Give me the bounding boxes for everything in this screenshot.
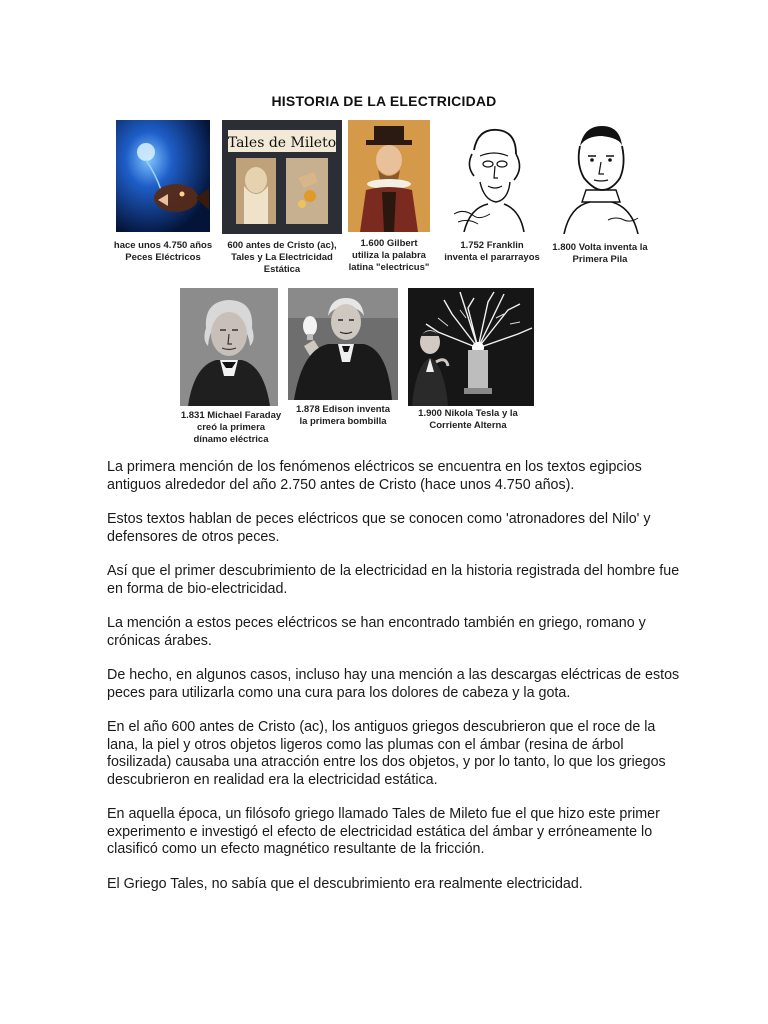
- paragraph: La primera mención de los fenómenos eléctricos se encuentra en los textos egipcios antiguos alrededor del año 2.750 antes de Cristo (hace unos 4.750 años).: [107, 459, 642, 493]
- caption-volta: 1.800 Volta inventa la Primera Pila: [552, 242, 648, 265]
- figure-tales: [221, 120, 343, 280]
- tales-de-mileto-image: [222, 120, 342, 234]
- figure-gilbert: [346, 120, 432, 280]
- edison-portrait-image: [288, 288, 398, 400]
- paragraph: La mención a estos peces eléctricos se han encontrado también en griego, romano y crónicas árabes.: [107, 615, 646, 649]
- faraday-portrait-image: [180, 288, 278, 406]
- figure-electric-fish: [111, 120, 215, 270]
- electric-fish-image: [116, 120, 210, 232]
- gilbert-portrait-image: [348, 120, 430, 232]
- caption-edison: 1.878 Edison inventa la primera bombilla: [296, 404, 390, 427]
- body-text: [107, 459, 687, 910]
- caption-faraday: 1.831 Michael Faraday creó la primera dínamo eléctrica: [180, 410, 282, 445]
- caption-tales: 600 antes de Cristo (ac), Tales y La Electricidad Estática: [227, 240, 337, 275]
- franklin-portrait-image: [444, 120, 540, 232]
- figure-franklin: [440, 120, 544, 270]
- figure-faraday: [178, 288, 284, 448]
- caption-tesla: 1.900 Nikola Tesla y la Corriente Alterna: [418, 408, 518, 431]
- caption-franklin: 1.752 Franklin inventa el pararrayos: [444, 240, 540, 263]
- paragraph: Así que el primer descubrimiento de la electricidad en la historia registrada del hombre fue en forma de bio-electricidad.: [107, 563, 680, 597]
- figure-volta: [546, 120, 654, 270]
- paragraph: El Griego Tales, no sabía que el descubrimiento era realmente electricidad.: [107, 875, 583, 892]
- figure-tesla: [404, 288, 536, 448]
- tesla-photo-image: [408, 288, 534, 406]
- paragraph: Estos textos hablan de peces eléctricos que se conocen como 'atronadores del Nilo' y defensores de otros peces.: [107, 511, 651, 545]
- paragraph: En el año 600 antes de Cristo (ac), los antiguos griegos descubrieron que el roce de la lana, la piel y otros objetos ligeros como las plumas con el ámbar (resina de árbol fosilizada) causaba una atracción entre los dos objetos, y por lo tanto, lo que los griegos descubrieron en realidad era la electricidad estática.: [107, 719, 666, 788]
- page-title: HISTORIA DE LA ELECTRICIDAD: [271, 93, 497, 109]
- paragraph: En aquella época, un filósofo griego llamado Tales de Mileto fue el que hizo este primer experimento e investigó el efecto de electricidad estática del ámbar y erróneamente lo clasificó como un efecto magnético resultante de la fricción.: [107, 806, 660, 857]
- caption-electric-fish: hace unos 4.750 años Peces Eléctricos: [113, 240, 213, 263]
- tales-image-label: Tales de Mileto: [227, 135, 337, 151]
- paragraph: De hecho, en algunos casos, incluso hay una mención a las descargas eléctricas de estos peces para utilizarla como una cura para los dolores de cabeza y la gota.: [107, 667, 680, 701]
- volta-portrait-image: [550, 120, 650, 234]
- figure-edison: [286, 288, 400, 448]
- caption-gilbert: 1.600 Gilbert utiliza la palabra latina "electricus": [348, 238, 430, 273]
